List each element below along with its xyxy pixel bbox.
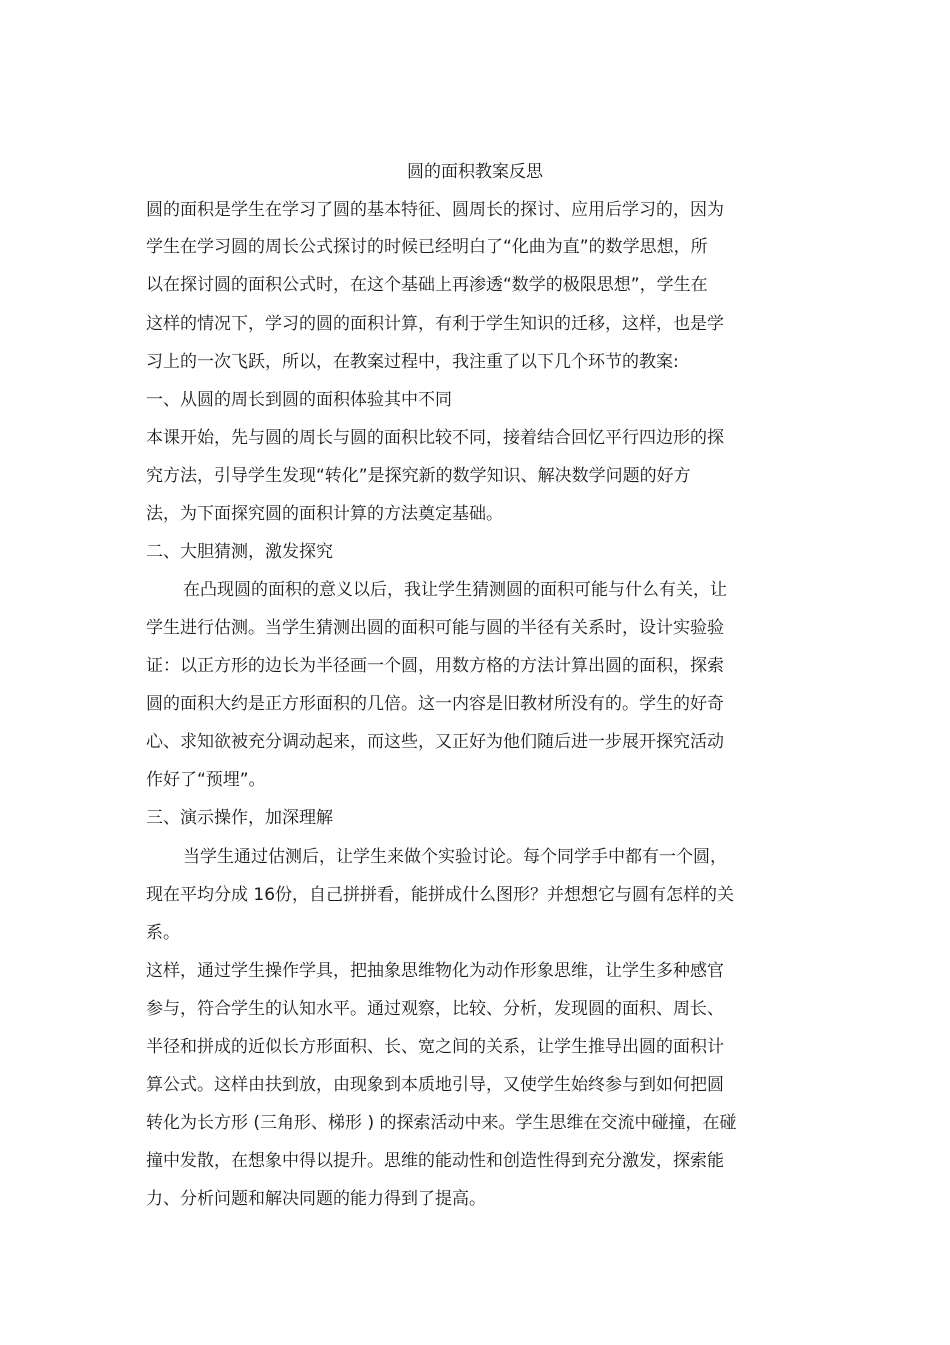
paragraph-line: 这样，通过学生操作学具，把抽象思维物化为动作形象思维，让学生多种感官 [146,961,724,981]
paragraph-line: 转化为长方形 (三角形、梯形 ) 的探索活动中来。学生思维在交流中碰撞，在碰 [146,1113,737,1133]
paragraph-line: 习上的一次飞跃，所以，在教案过程中，我注重了以下几个环节的教案: [146,352,679,372]
paragraph-line: 作好了“预埋”。 [146,770,266,790]
section-heading: 二、大胆猜测，激发探究 [146,542,333,562]
paragraph-line: 系。 [146,923,180,943]
paragraph-line: 学生进行估测。当学生猜测出圆的面积可能与圆的半径有关系时，设计实验验 [146,618,724,638]
paragraph-line: 这样的情况下，学习的圆的面积计算，有利于学生知识的迁移，这样，也是学 [146,314,724,334]
paragraph-line: 参与，符合学生的认知水平。通过观察，比较、分析，发现圆的面积、周长、 [146,999,724,1019]
paragraph-line: 本课开始，先与圆的周长与圆的面积比较不同，接着结合回忆平行四边形的探 [146,428,724,448]
paragraph-line: 心、求知欲被充分调动起来，而这些，又正好为他们随后进一步展开探究活动 [146,732,724,752]
section-heading: 三、演示操作，加深理解 [146,808,333,828]
paragraph-line: 以在探讨圆的面积公式时，在这个基础上再渗透“数学的极限思想”，学生在 [146,275,708,295]
paragraph-line: 学生在学习圆的周长公式探讨的时候已经明白了“化曲为直”的数学思想，所 [146,237,708,257]
paragraph-line: 在凸现圆的面积的意义以后，我让学生猜测圆的面积可能与什么有关，让 [183,580,727,600]
paragraph-line: 当学生通过估测后，让学生来做个实验讨论。每个同学手中都有一个圆， [183,847,727,867]
section-heading: 一、从圆的周长到圆的面积体验其中不同 [146,390,452,410]
paragraph-line: 撞中发散，在想象中得以提升。思维的能动性和创造性得到充分激发，探索能 [146,1151,724,1171]
paragraph-line: 法，为下面探究圆的面积计算的方法奠定基础。 [146,504,503,524]
paragraph-line: 证：以正方形的边长为半径画一个圆，用数方格的方法计算出圆的面积，探索 [146,656,724,676]
paragraph-line: 半径和拼成的近似长方形面积、长、宽之间的关系，让学生推导出圆的面积计 [146,1037,724,1057]
paragraph-line: 力、分析问题和解决同题的能力得到了提高。 [146,1189,486,1209]
paragraph-line: 圆的面积是学生在学习了圆的基本特征、圆周长的探讨、应用后学习的，因为 [146,200,724,220]
paragraph-line: 算公式。这样由扶到放，由现象到本质地引导，又使学生始终参与到如何把圆 [146,1075,724,1095]
paragraph-line: 现在平均分成 16份，自己拼拼看，能拼成什么图形？并想想它与圆有怎样的关 [146,885,735,905]
document-title: 圆的面积教案反思 [407,162,543,182]
paragraph-line: 圆的面积大约是正方形面积的几倍。这一内容是旧教材所没有的。学生的好奇 [146,694,724,714]
paragraph-line: 究方法，引导学生发现“转化”是探究新的数学知识、解决数学问题的好方 [146,466,691,486]
